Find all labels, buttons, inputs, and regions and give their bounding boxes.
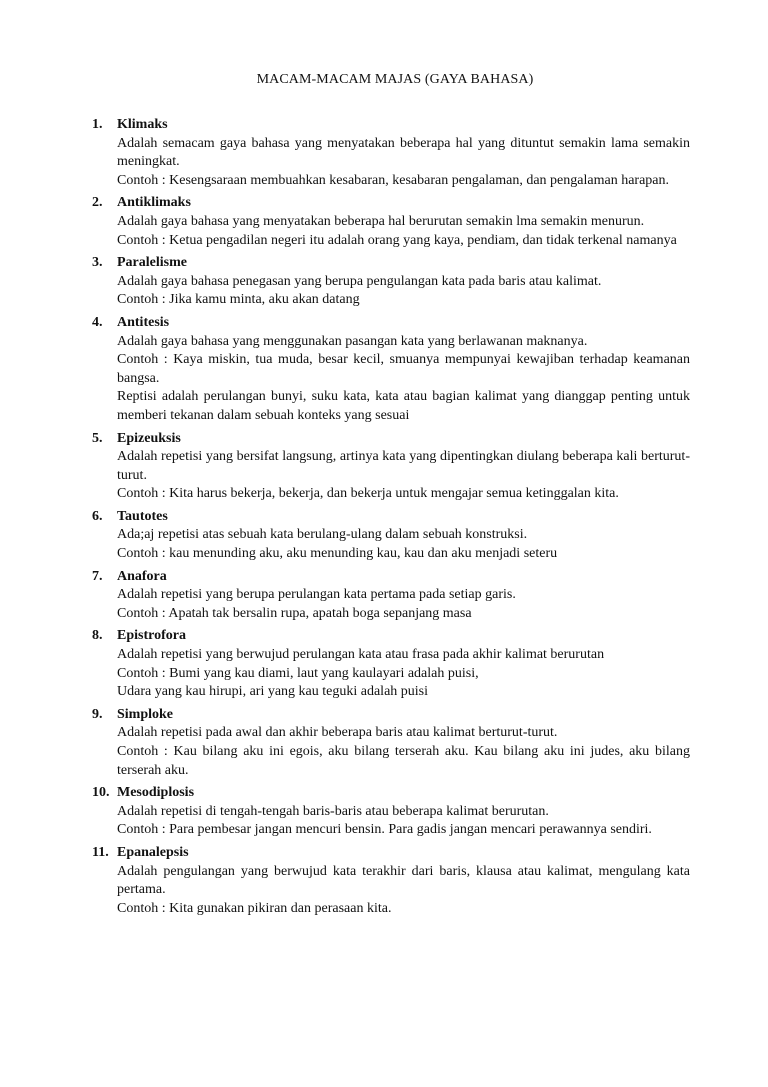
item-text: Contoh : Kita gunakan pikiran dan perasaan kita. <box>117 900 392 916</box>
item-definition: Adalah semacam gaya bahasa yang menyatakan beberapa hal yang dituntut semakin lama semakin meningkat. <box>117 135 690 170</box>
item-text: Contoh : Kita harus bekerja, bekerja, dan bekerja untuk mengajar semua ketinggalan kita. <box>117 486 619 502</box>
item-name: Antiklimaks <box>117 195 191 211</box>
majas-item <box>90 508 690 564</box>
item-definition: Adalah repetisi di tengah-tengah baris-baris atau beberapa kalimat berurutan. <box>117 803 549 819</box>
item-text: Contoh : Bumi yang kau diami, laut yang kaulayari adalah puisi, <box>117 665 479 681</box>
item-number: 10. <box>92 785 110 801</box>
item-text: Contoh : Kaya miskin, tua muda, besar kecil, smuanya mempunyai kewajiban terhadap keamanan bangsa. <box>117 352 690 386</box>
item-name: Paralelisme <box>117 255 187 271</box>
item-text: Contoh : Para pembesar jangan mencuri bensin. Para gadis jangan mencari perawannya sendiri. <box>117 822 652 838</box>
item-name: Mesodiplosis <box>117 785 195 801</box>
majas-item <box>90 568 690 624</box>
item-name: Tautotes <box>117 508 168 524</box>
majas-item <box>90 116 690 190</box>
item-text: Contoh : Kau bilang aku ini egois, aku bilang terserah aku. Kau bilang aku ini judes, aku bilang terserah aku. <box>117 744 690 778</box>
item-definition: Adalah repetisi pada awal dan akhir beberapa baris atau kalimat berturut-turut. <box>117 725 558 741</box>
item-definition: Adalah gaya bahasa yang menyatakan beberapa hal berurutan semakin lma semakin menurun. <box>117 213 645 229</box>
majas-item <box>90 844 690 918</box>
item-number: 7. <box>92 568 103 584</box>
item-name: Simploke <box>117 706 174 722</box>
item-number: 6. <box>92 508 103 524</box>
document-title: MACAM-MACAM MAJAS (GAYA BAHASA) <box>256 72 534 87</box>
item-definition: Adalah repetisi yang berupa perulangan kata pertama pada setiap garis. <box>117 587 516 603</box>
item-definition: Adalah repetisi yang bersifat langsung, artinya kata yang dipentingkan diulang beberapa kali berturut-turut. <box>117 449 690 483</box>
item-name: Epizeuksis <box>117 430 181 446</box>
item-name: Klimaks <box>117 117 168 132</box>
item-number: 11. <box>92 844 109 860</box>
item-text: Contoh : Kesengsaraan membuahkan kesabaran, kesabaran pengalaman, dan pengalaman harapan. <box>117 172 669 188</box>
item-number: 4. <box>92 314 103 330</box>
item-name: Antitesis <box>117 314 170 330</box>
majas-item <box>90 706 690 780</box>
majas-item <box>90 430 690 504</box>
item-definition: Adalah repetisi yang berwujud perulangan kata atau frasa pada akhir kalimat berurutan <box>117 647 605 663</box>
majas-item <box>90 194 690 250</box>
majas-item <box>90 627 690 701</box>
item-definition: Adalah pengulangan yang berwujud kata terakhir dari baris, klausa atau kalimat, mengulang kata pertama. <box>117 863 690 898</box>
item-text: Contoh : Ketua pengadilan negeri itu adalah orang yang kaya, pendiam, dan tidak terkenal namanya <box>117 232 677 248</box>
majas-item <box>90 254 690 310</box>
item-definition: Adalah gaya bahasa yang menggunakan pasangan kata yang berlawanan maknanya. <box>117 333 588 349</box>
item-number: 3. <box>92 255 103 271</box>
item-definition: Adalah gaya bahasa penegasan yang berupa pengulangan kata pada baris atau kalimat. <box>117 273 602 289</box>
item-number: 5. <box>92 430 103 446</box>
item-definition: Ada;aj repetisi atas sebuah kata berulang-ulang dalam sebuah konstruksi. <box>117 527 528 543</box>
item-name: Anafora <box>117 568 167 584</box>
majas-item <box>90 314 690 426</box>
item-number: 8. <box>92 628 103 644</box>
item-name: Epistrofora <box>117 628 186 644</box>
item-text: Contoh : Apatah tak bersalin rupa, apatah boga sepanjang masa <box>117 605 472 621</box>
item-text: Contoh : kau menunding aku, aku menunding kau, kau dan aku menjadi seteru <box>117 546 558 562</box>
item-number: 1. <box>92 117 103 132</box>
item-number: 2. <box>92 195 103 211</box>
majas-list <box>90 116 690 918</box>
majas-item <box>90 784 690 840</box>
item-text: Udara yang kau hirupi, ari yang kau teguki adalah puisi <box>117 684 429 700</box>
item-text: Contoh : Jika kamu minta, aku akan datang <box>117 292 360 308</box>
item-text: Reptisi adalah perulangan bunyi, suku kata, kata atau bagian kalimat yang dianggap penting untuk memberi tekanan dalam sebuah konteks yang sesuai <box>117 389 690 423</box>
item-number: 9. <box>92 706 103 722</box>
item-name: Epanalepsis <box>117 844 189 860</box>
